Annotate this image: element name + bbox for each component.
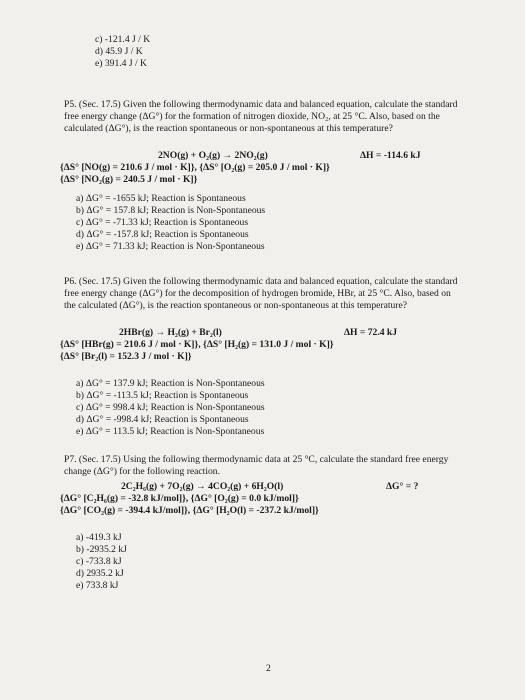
p5-option-a: a) ΔG° = -1655 kJ; Reaction is Spontaneous: [76, 193, 246, 204]
p7-question-text: P7. (Sec. 17.5) Using the following thermodynamic data at 25 °C, calculate the standard free energy change (ΔG°) for the following reaction.: [64, 454, 449, 478]
p5-option-c: c) ΔG° = -71.33 kJ; Reaction is Spontaneous: [76, 217, 249, 228]
p6-equation: 2HBr(g) → H₂(g) + Br₂(l): [119, 327, 222, 338]
p6-option-a: a) ΔG° = 137.9 kJ; Reaction is Non-Spontaneous: [76, 378, 265, 389]
p5-equation: 2NO(g) + O₂(g) → 2NO₂(g): [158, 150, 268, 161]
p7-free-energy-data-2: {ΔG° [CO₂(g) = -394.4 kJ/mol]}, {ΔG° [H₂O(l) = -237.2 kJ/mol]}: [60, 505, 319, 516]
p7-option-a: a) -419.3 kJ: [76, 532, 122, 543]
p5-entropy-data-2: {ΔS° [NO₂(g) = 240.5 J / mol · K]}: [60, 174, 198, 185]
p6-entropy-data-2: {ΔS° [Br₂(l) = 152.3 J / mol · K]}: [60, 351, 192, 362]
p6-option-b: b) ΔG° = -113.5 kJ; Reaction is Spontaneous: [76, 390, 249, 401]
p6-enthalpy: ΔH = 72.4 kJ: [344, 327, 398, 338]
p6-option-d: d) ΔG° = -998.4 kJ; Reaction is Spontaneous: [76, 414, 249, 425]
page-number: 2: [266, 663, 271, 674]
p6-option-c: c) ΔG° = 998.4 kJ; Reaction is Non-Spontaneous: [76, 402, 265, 413]
p7-equation: 2C₂H₆(g) + 7O₂(g) → 4CO₂(g) + 6H₂O(l): [121, 481, 284, 492]
p7-option-e: e) 733.8 kJ: [76, 580, 119, 591]
p6-question-text: P6. (Sec. 17.5) Given the following thermodynamic data and balanced equation, calculate the standard free energy change (ΔG°) for the decomposition of hydrogen bromide, HBr, at 25 °C. Also, based on the calculated (ΔG°), is the reaction spontaneous or non-spontaneous at this temperature?: [64, 276, 458, 312]
p7-option-b: b) -2935.2 kJ: [76, 544, 127, 555]
p7-free-energy-unknown: ΔG° = ?: [386, 481, 419, 492]
p6-option-e: e) ΔG° = 113.5 kJ; Reaction is Non-Spontaneous: [76, 426, 265, 437]
p6-entropy-data-1: {ΔS° [HBr(g) = 210.6 J / mol · K]}, {ΔS° [H₂(g) = 131.0 J / mol · K]}: [60, 339, 334, 350]
prev-option-e: e) 391.4 J / K: [95, 58, 147, 69]
p5-option-b: b) ΔG° = 157.8 kJ; Reaction is Non-Spontaneous: [76, 205, 266, 216]
prev-option-c: c) -121.4 J / K: [95, 34, 151, 45]
prev-option-d: d) 45.9 J / K: [95, 46, 143, 57]
p5-entropy-data-1: {ΔS° [NO(g) = 210.6 J / mol · K]}, {ΔS° [O₂(g) = 205.0 J / mol · K]}: [60, 162, 330, 173]
p5-enthalpy: ΔH = -114.6 kJ: [360, 150, 421, 161]
p5-option-e: e) ΔG° = 71.33 kJ; Reaction is Non-Spontaneous: [76, 241, 265, 252]
p7-option-c: c) -733.8 kJ: [76, 556, 122, 567]
p7-free-energy-data-1: {ΔG° [C₂H₆(g) = -32.8 kJ/mol]}, {ΔG° [O₂(g) = 0.0 kJ/mol]}: [60, 493, 299, 504]
p5-option-d: d) ΔG° = -157.8 kJ; Reaction is Spontaneous: [76, 229, 249, 240]
p5-question-text: P5. (Sec. 17.5) Given the following thermodynamic data and balanced equation, calculate the standard free energy change (ΔG°) for the formation of nitrogen dioxide, NO₂, at 25 °C. Also, based on the calculated (ΔG°), is the reaction spontaneous or non-spontaneous at this temperature?: [64, 99, 458, 135]
p7-option-d: d) 2935.2 kJ: [76, 568, 124, 579]
